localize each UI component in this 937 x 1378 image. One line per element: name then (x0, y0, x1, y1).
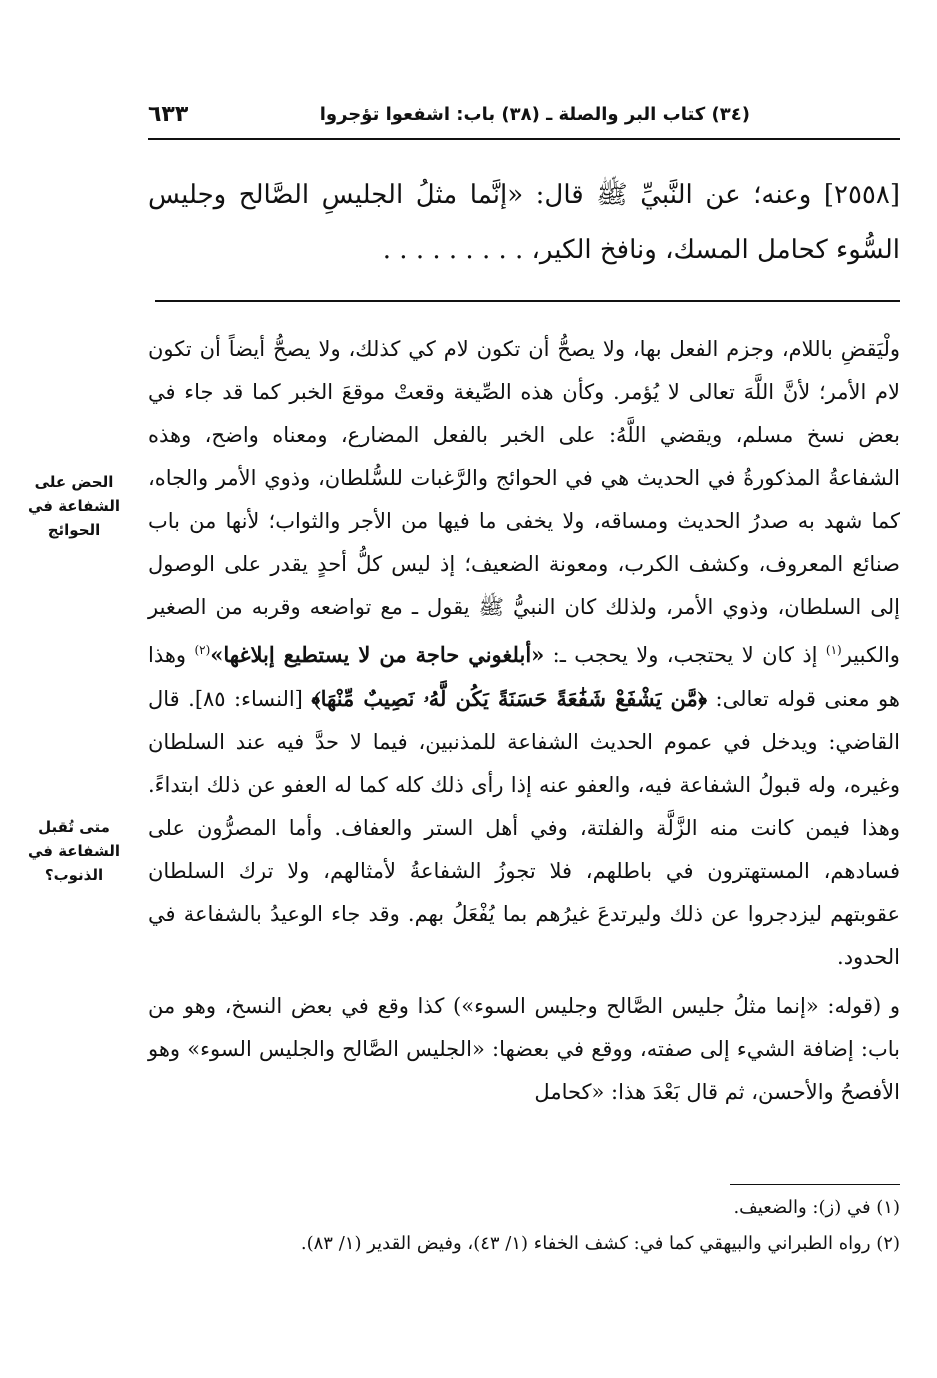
margin-note: الحض على الشفاعة في الحوائج (27, 473, 121, 539)
header-rule (148, 138, 900, 140)
footnotes (148, 1190, 900, 1262)
hadith-text: [٢٥٥٨] وعنه؛ عن النَّبيِّ ﷺ قال: «إنَّما مثلُ الجليسِ الصَّالح وجليس السُّوء كحامل المسك، ونافخ الكير، . . . . . . . . . (148, 180, 900, 265)
commentary-paragraph: و (قوله: «إنما مثلُ جليس الصَّالح وجليس السوء») كذا وقع في بعض النسخ، وهو من باب: إضافة الشيء إلى صفته، ووقع في بعضها: «الجليس الصَّالح والجليس السوء» وهو الأفصحُ والأحسن، ثم قال بَعْدَ هذا: «كحامل (148, 994, 900, 1104)
margin-note: متى تُقبل الشفاعة في الذنوب؟ (27, 818, 121, 884)
footnote: (١) في (ز): والضعيف. (733, 1197, 900, 1218)
footnote-marker: (٢) (194, 643, 211, 657)
footnote-divider (730, 1184, 900, 1185)
footnote-marker: (١) (825, 643, 842, 657)
page-header (148, 100, 900, 140)
commentary-paragraph (148, 328, 900, 979)
commentary-text: ولْيَقضِ باللام، وجزم الفعل بها، ولا يصحُّ أن تكون لام كي كذلك، ولا يصحُّ أيضاً أن تكون لام الأمر؛ لأنَّ اللَّهَ تعالى لا يُؤمر. وكأن هذه الصِّيغة وقعتْ موقعَ الخبر كما قد جاء في بعض نسخ مسلم، ويقضي اللَّهُ: على الخبر بالفعل المضارع، ومعناه واضح، وهذه الشفاعةُ المذكورةُ في الحديث هي في الحوائج والرَّغبات للسُّلطان، وذوي الأمر والجاه، كما شهد به صدرُ الحديث ومساقه، ولا يخفى ما فيها من الأجر والثواب؛ لأنها من باب صنائع المعروف، وكشف الكرب، ومعونة الضعيف؛ إذ ليس كلُّ أحدٍ يقدر على الوصول إلى السلطان، وذوي الأمر، ولذلك كان النبيُّ ﷺ يقول ـ مع تواضعه وقربه من الصغير والكبير (148, 337, 900, 667)
quran-verse: ﴿مَّن يَشْفَعْ شَفَٰعَةً حَسَنَةً يَكُن لَّهُۥ نَصِيبٌ مِّنْهَا﴾ (311, 686, 708, 711)
commentary-text: وهذا هو معنى قوله تعالى: (148, 643, 900, 711)
commentary (148, 328, 900, 1120)
hadith-quote: «أبلغوني حاجة من لا يستطيع إبلاغها» (210, 642, 545, 667)
hadith-divider (155, 300, 900, 302)
running-title: (٣٤) كتاب البر والصلة ـ (٣٨) باب: اشفعوا تؤجروا (319, 104, 750, 125)
commentary-text: [النساء: ٨٥]. قال القاضي: ويدخل في عموم الحديث الشفاعة للمذنبين، فيما لا حدَّ فيه عند السلطان وغيره، وله قبولُ الشفاعة فيه، والعفو عنه إذا رأى ذلك كله كما له العفو عن ذلك ابتداءً. وهذا فيمن كانت منه الزَّلَّة والفلتة، وفي أهل الستر والعفاف. وأما المصرُّون على فسادهم، المستهترون في باطلهم، فلا تجوزُ الشفاعةُ لأمثالهم، ولا ترك السلطان عقوبتهم ليزدجروا عن ذلك وليرتدعَ غيرُهم بما يُفْعَلُ بهم. وقد جاء الوعيدُ بالشفاعة في الحدود. (148, 687, 900, 969)
page-number: ٦٣٣ (148, 102, 189, 127)
footnote: (٢) رواه الطبراني والبيهقي كما في: كشف الخفاء (١/ ٤٣)، وفيض القدير (١/ ٨٣). (300, 1233, 900, 1254)
commentary-text: إذ كان لا يحتجب، ولا يحجب ـ: (552, 643, 818, 667)
